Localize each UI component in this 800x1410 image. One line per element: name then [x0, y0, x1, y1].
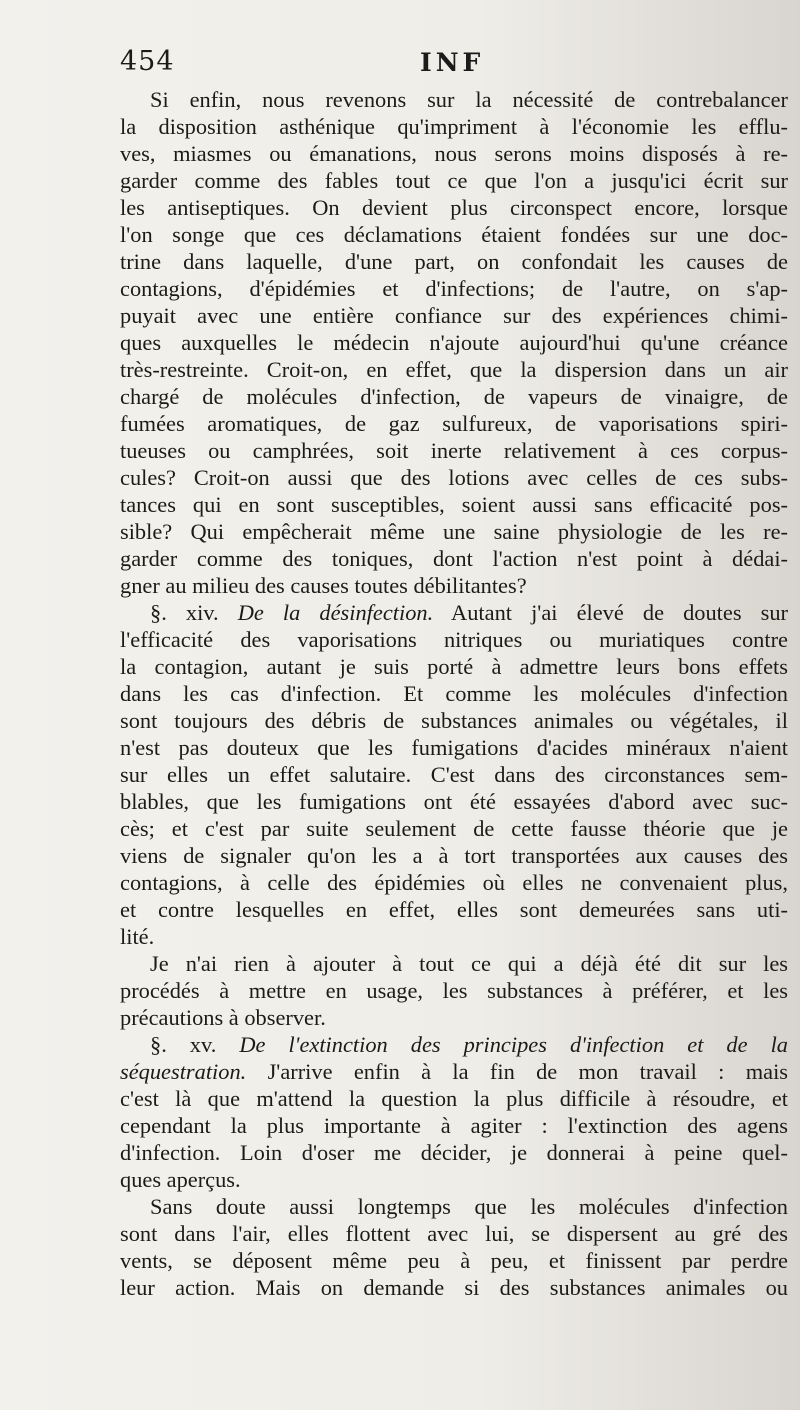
body-text — [120, 86, 788, 1301]
text-span: §. xv. — [150, 1032, 240, 1057]
text-line: sont dans l'air, elles flottent avec lui, se dispersent au gré des — [120, 1221, 788, 1246]
text-line: dans les cas d'infection. Et comme les molécules d'infection — [120, 681, 788, 706]
text-line: garder comme des fables tout ce que l'on a jusqu'ici écrit sur — [120, 168, 788, 193]
text-line: les antiseptiques. On devient plus circonspect encore, lorsque — [120, 195, 788, 220]
text-line: sont toujours des débris de substances animales ou végétales, il — [120, 708, 788, 733]
text-line: trine dans laquelle, d'une part, on confondait les causes de — [120, 249, 788, 274]
text-line: la contagion, autant je suis porté à admettre leurs bons effets — [120, 654, 788, 679]
text-line: tueuses ou camphrées, soit inerte relativement à ces corpus- — [120, 438, 788, 463]
text-line: contagions, d'épidémies et d'infections; de l'autre, on s'ap- — [120, 276, 788, 301]
text-line: chargé de molécules d'infection, de vapeurs de vinaigre, de — [120, 384, 788, 409]
text-line: gner au milieu des causes toutes débilitantes? — [120, 573, 527, 598]
text-line: contagions, à celle des épidémies où elles ne convenaient plus, — [120, 870, 788, 895]
text-span: J'arrive enfin à la fin de mon travail : mais — [246, 1059, 788, 1084]
text-line: garder comme des toniques, dont l'action n'est point à dédai- — [120, 546, 788, 571]
text-line: Sans doute aussi longtemps que les molécules d'infection — [150, 1194, 788, 1219]
text-line: viens de signaler qu'on les a à tort transportées aux causes des — [120, 843, 788, 868]
text-span: §. xiv. — [150, 600, 238, 625]
text-line: précautions à observer. — [120, 1005, 326, 1030]
italic-heading: De l'extinction des principes d'infection et de la — [239, 1032, 788, 1057]
text-line: puyait avec une entière confiance sur des expériences chimi- — [120, 303, 788, 328]
text-line: leur action. Mais on demande si des substances animales ou — [120, 1275, 788, 1300]
text-line: tances qui en sont susceptibles, soient aussi sans efficacité pos- — [120, 492, 788, 517]
text-line: très-restreinte. Croit-on, en effet, que la dispersion dans un air — [120, 357, 788, 382]
text-line: vents, se déposent même peu à peu, et finissent par perdre — [120, 1248, 788, 1273]
text-line: et contre lesquelles en effet, elles sont demeurées sans uti- — [120, 897, 788, 922]
text-line: Je n'ai rien à ajouter à tout ce qui a déjà été dit sur les — [150, 951, 788, 976]
text-line — [120, 1058, 788, 1085]
text-line: procédés à mettre en usage, les substances à préférer, et les — [120, 978, 788, 1003]
page-header — [120, 46, 790, 80]
italic-heading: séquestration. — [120, 1059, 247, 1084]
text-line: sur elles un effet salutaire. C'est dans des circonstances sem- — [120, 762, 788, 787]
page-number: 454 — [120, 46, 175, 77]
text-span: Autant j'ai élevé de doutes sur — [433, 600, 788, 625]
text-line: blables, que les fumigations ont été essayées d'abord avec suc- — [120, 789, 788, 814]
text-line: ves, miasmes ou émanations, nous serons moins disposés à re- — [120, 141, 788, 166]
text-line: cependant la plus importante à agiter : l'extinction des agens — [120, 1113, 788, 1138]
text-line — [120, 599, 788, 626]
text-line: cès; et c'est par suite seulement de cette fausse théorie que je — [120, 816, 788, 841]
text-line: ques aperçus. — [120, 1167, 241, 1192]
text-line — [120, 1031, 788, 1058]
text-line: sible? Qui empêcherait même une saine physiologie de les re- — [120, 519, 788, 544]
text-line: l'efficacité des vaporisations nitriques ou muriatiques contre — [120, 627, 788, 652]
text-line: Si enfin, nous revenons sur la nécessité de contrebalancer — [150, 87, 788, 112]
text-line: lité. — [120, 924, 155, 949]
text-line: fumées aromatiques, de gaz sulfureux, de vaporisations spiri- — [120, 411, 788, 436]
text-line: d'infection. Loin d'oser me décider, je donnerai à peine quel- — [120, 1140, 788, 1165]
italic-heading: De la désinfection. — [237, 600, 434, 625]
text-line: c'est là que m'attend la question la plus difficile à résoudre, et — [120, 1086, 788, 1111]
running-head: INF — [420, 48, 485, 77]
text-line: la disposition asthénique qu'impriment à l'économie les efflu- — [120, 114, 788, 139]
text-line: l'on songe que ces déclamations étaient fondées sur une doc- — [120, 222, 788, 247]
text-line: ques auxquelles le médecin n'ajoute aujourd'hui qu'une créance — [120, 330, 788, 355]
text-line: cules? Croit-on aussi que des lotions avec celles de ces subs- — [120, 465, 788, 490]
text-line: n'est pas douteux que les fumigations d'acides minéraux n'aient — [120, 735, 788, 760]
